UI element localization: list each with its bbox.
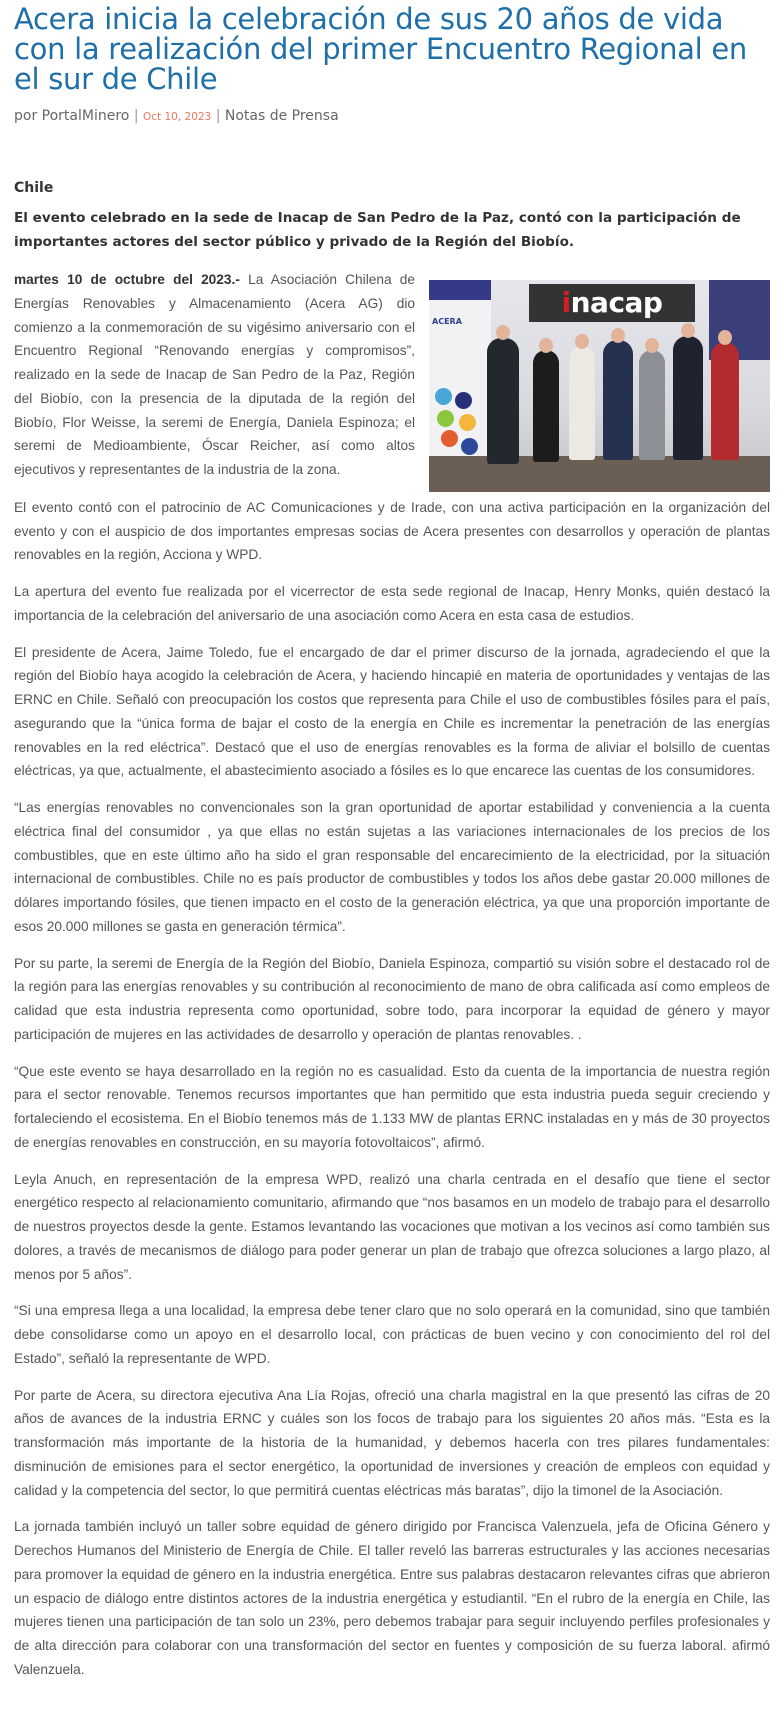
article-paragraph: “Las energías renovables no convencionales son la gran oportunidad de aportar estabilidad y conveniencia a la cuenta eléctrica final del consumidor , ya que ellas no están sujetas a las variaciones internacionales de los precios de los combustibles, que en este último año ha sido el gran responsable del encarecimiento de la electricidad, por la situación internacional de combustibles. Chile no es país productor de combustibles y todos los años debe gastar 20.000 millones de dólares importando fósiles, que tienen impacto en el costo de la generación eléctrica, ya que una proporción importante de esos 20.000 millones se gasta en generación térmica”. xyxy=(14,800,770,934)
person xyxy=(533,350,559,462)
banner-dot xyxy=(441,430,458,447)
logo-text: inacap xyxy=(561,286,663,319)
article-paragraph: Por parte de Acera, su directora ejecutiva Ana Lía Rojas, ofreció una charla magistral en la que presentó las cifras de 20 años de avances de la industria ERNC y cuáles son los focos de trabajo para los siguientes 20 años más. “Esta es la transformación más importante de la historia de la humanidad, y debemos hacerla con tres pilares fundamentales: disminución de emisiones para el sector energético, la oportunidad de inversiones y creación de empleos con equidad y calidad y la competencia del sector, lo que permitirá cuentas eléctricas más baratas”, dijo la timonel de la Asociación. xyxy=(14,1387,770,1498)
banner-dot xyxy=(455,392,472,409)
article-body xyxy=(14,268,770,1682)
banner-band xyxy=(429,280,491,300)
article-lead: El evento celebrado en la sede de Inacap de San Pedro de la Paz, contó con la participación de importantes actores del sector público y privado de la Región del Biobío. xyxy=(14,210,741,250)
article-paragraph: El evento contó con el patrocinio de AC Comunicaciones y de Irade, con una activa participación en la organización del evento y con el auspicio de dos importantes empresas socias de Acera presentes con desarrollos y operación de plantas renovables en la región, Acciona y WPD. xyxy=(14,499,770,563)
banner-dot xyxy=(461,438,478,455)
person xyxy=(569,346,595,460)
category-link[interactable]: Notas de Prensa xyxy=(224,108,339,124)
person xyxy=(711,342,739,460)
article-paragraph: “Si una empresa llega a una localidad, la empresa debe tener claro que no solo operará en la comunidad, sino que también debe consolidarse como un apoyo en el desarrollo local, con prácticas de buen vecino y con conocimiento del rol del Estado”, señaló la representante de WPD. xyxy=(14,1303,770,1366)
article-paragraph: La apertura del evento fue realizada por el vicerrector de esta sede regional de Inacap, Henry Monks, quién destacó la importancia de la celebración del aniversario de una asociación como Acera en esta casa de estudios. xyxy=(14,584,770,623)
banner-dot xyxy=(459,414,476,431)
article-paragraph: Por su parte, la seremi de Energía de la Región del Biobío, Daniela Espinoza, compartió su visión sobre el destacado rol de la región para las energías renovables y su contribución al reconocimiento de mano de obra calificada así como empleos de calidad que esta industria representa como oportunidad, sobre todo, para incorporar la equidad de género y mayor participación de mujeres en las actividades de desarrollo y operación de plantas renovables. . xyxy=(14,955,770,1042)
publish-date: Oct 10, 2023 xyxy=(142,111,212,123)
paragraph-text: La Asociación Chilena de Energías Renovables y Almacenamiento (Acera AG) dio comienzo a la conmemoración de su vigésimo aniversario con el Encuentro Regional “Renovando energías y compromisos”, realizado en la sede de Inacap de San Pedro de la Paz, Región del Biobío, con la presencia de la diputada de la región del Biobío, Flor Weisse, la seremi de Energía, Daniela Espinoza; el seremi de Medioambiente, Óscar Reicher, así como altos ejecutivos y representantes de la industria de la zona. xyxy=(14,272,416,477)
region-label: Chile xyxy=(14,180,54,196)
person xyxy=(487,338,519,464)
banner-text: ACERA xyxy=(432,317,462,326)
paragraph-date: martes 10 de octubre del 2023.- xyxy=(14,272,240,287)
event-photo xyxy=(429,280,770,492)
person xyxy=(603,340,633,460)
article-paragraph: Leyla Anuch, en representación de la empresa WPD, realizó una charla centrada en el desafío que tiene el sector energético respecto al relacionamiento comunitario, afirmando que “nos basamos en un modelo de trabajo para el desarrollo de nuestros proyectos desde la gente. Estamos levantando las vocaciones que motivan a los vecinos así como también sus dolores, a través de mecanismos de diálogo para poder generar un plan de trabajo que ofrezca soluciones a largo plazo, al menos por 5 años”. xyxy=(14,1171,770,1282)
article-paragraph: “Que este evento se haya desarrollado en la región no es casualidad. Esto da cuenta de la importancia de nuestra región para el sector renovable. Tenemos recursos importantes que han permitido que esta industria pueda seguir creciendo y fortaleciendo el ecosistema. En el Biobío tenemos más de 1.133 MW de plantas ERNC instaladas en y más de 30 proyectos de energías renovables en construcción, en su mayoría fotovoltaicos”, afirmó. xyxy=(14,1063,770,1150)
article-paragraph: El presidente de Acera, Jaime Toledo, fue el encargado de dar el primer discurso de la jornada, agradeciendo el que la región del Biobío haya acogido la celebración de Acera, y haciendo hincapié en materia de oportunidades y ventajas de las ERNC en Chile. Señaló con preocupación los costos que representa para Chile el uso de combustibles fósiles para el país, asegurando que la “única forma de bajar el costo de la energía en Chile es incrementar la penetración de las energías renovables en la red eléctrica”. Destacó que el uso de energías renovables es la forma de aliviar el bolsillo de cuentas eléctricas, ya que, actualmente, el abastecimiento asociado a fósiles es lo que encarece las cuentas de los consumidores. xyxy=(14,644,770,779)
article-meta xyxy=(14,108,339,124)
meta-separator: | xyxy=(215,108,221,124)
floor xyxy=(429,456,770,492)
meta-separator: | xyxy=(133,108,139,124)
inacap-logo xyxy=(529,284,695,322)
person xyxy=(673,336,703,460)
person xyxy=(639,350,665,460)
byline[interactable]: por PortalMinero xyxy=(14,108,130,124)
article-paragraph: La jornada también incluyó un taller sobre equidad de género dirigido por Francisca Valenzuela, jefa de Oficina Género y Derechos Humanos del Ministerio de Energía de Chile. El taller reveló las barreras estructurales y las acciones necesarias para promover la equidad de género en la industria energética. Entre sus palabras destacaron relevantes cifras que abrieron un espacio de diálogo entre distintos actores de la industria energética y estudiantil. “En el rubro de la energía en Chile, las mujeres tienen una participación de tan solo un 23%, pero debemos trabajar para seguir incluyendo perfiles profesionales y de alta dirección para colaborar con una transformación del sector en fuentes y composición de su fuerza laboral. afirmó Valenzuela. xyxy=(14,1519,770,1677)
banner-dot xyxy=(435,388,452,405)
banner-dot xyxy=(437,410,454,427)
article-title: Acera inicia la celebración de sus 20 años de vida con la realización del primer Encuentro Regional en el sur de Chile xyxy=(14,2,747,96)
